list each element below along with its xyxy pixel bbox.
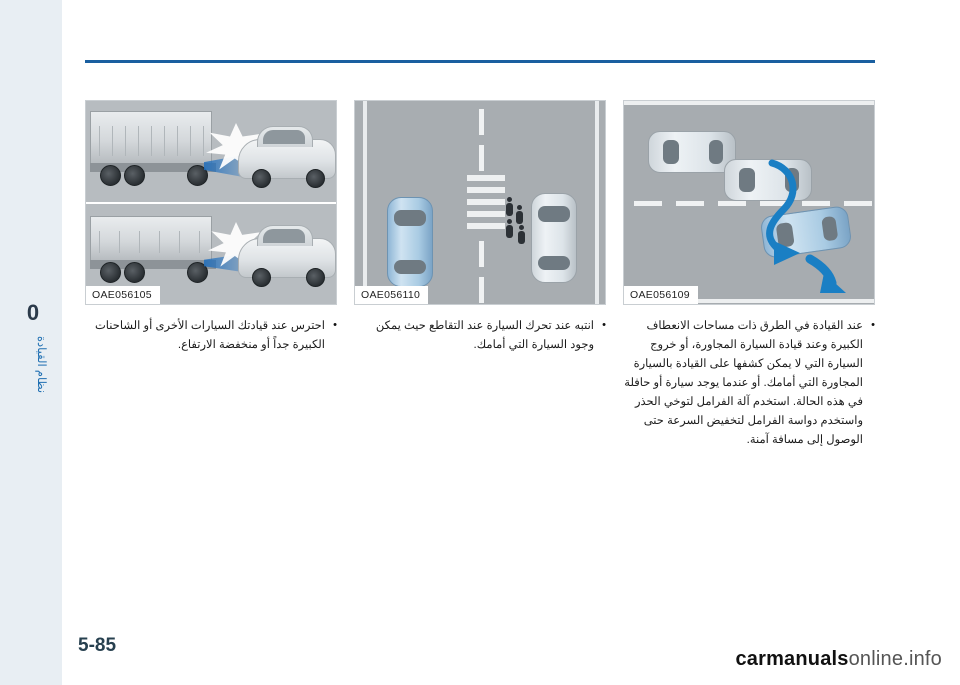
figure-lane-change-overtake	[623, 100, 875, 305]
caption-text: • انتبه عند تحرك السيارة عند التقاطع حيث يمكن وجود السيارة التي أمامك.	[354, 317, 606, 355]
scene-truck-top	[86, 101, 337, 202]
page-number: 5-85	[78, 635, 117, 656]
sidebar	[0, 0, 62, 685]
content-columns	[85, 100, 875, 520]
ego-car-top-icon	[387, 197, 433, 287]
watermark-bold: carmanuals	[735, 648, 849, 670]
footer-watermark	[735, 648, 942, 671]
figure-caption	[85, 317, 337, 355]
column-pedestrian-crossing	[354, 100, 606, 520]
header-rule	[85, 60, 875, 63]
crosswalk-icon	[467, 175, 505, 181]
chapter-number: 0	[26, 300, 40, 325]
chapter-title: نظام القيادة	[35, 336, 47, 394]
figure-pedestrian-crossing	[354, 100, 606, 305]
figure-code: OAE056110	[355, 286, 428, 304]
column-lane-change	[623, 100, 875, 520]
other-car-top-icon	[531, 193, 577, 283]
figure-caption	[623, 317, 875, 450]
watermark-light: online.info	[848, 648, 942, 670]
truck-dump-icon	[90, 216, 212, 262]
column-truck-collision	[85, 100, 337, 520]
pedestrian-icon	[517, 225, 526, 245]
figure-code: OAE056109	[624, 286, 698, 304]
pedestrian-icon	[505, 197, 514, 217]
caption-text: • احترس عند قيادتك السيارات الأخرى أو الشاحنات الكبيرة جداً أو منخفضة الارتفاع.	[85, 317, 337, 355]
figure-code: OAE056105	[86, 286, 160, 304]
caption-text: • عند القيادة في الطرق ذات مساحات الانعطاف الكبيرة وعند قيادة السيارة المجاورة، أو خروج السيارة التي لا يمكن كشفها على القيادة بالسيارة المجاورة التي أمامك. أو عندما يوجد سيارة أو حافلة في هذه الحالة. استخدم آلة الفرامل لتوخي الحذر واستخدم دواسة الفرامل لتخفيض السرعة حتى الوصول إلى مسافة آمنة.	[623, 317, 875, 450]
figure-truck-collision	[85, 100, 337, 305]
truck-trailer-icon	[90, 111, 212, 165]
pedestrian-icon	[505, 219, 514, 239]
lane-change-arrow-icon	[624, 101, 875, 305]
pedestrian-icon	[515, 205, 524, 225]
figure-caption	[354, 317, 606, 355]
